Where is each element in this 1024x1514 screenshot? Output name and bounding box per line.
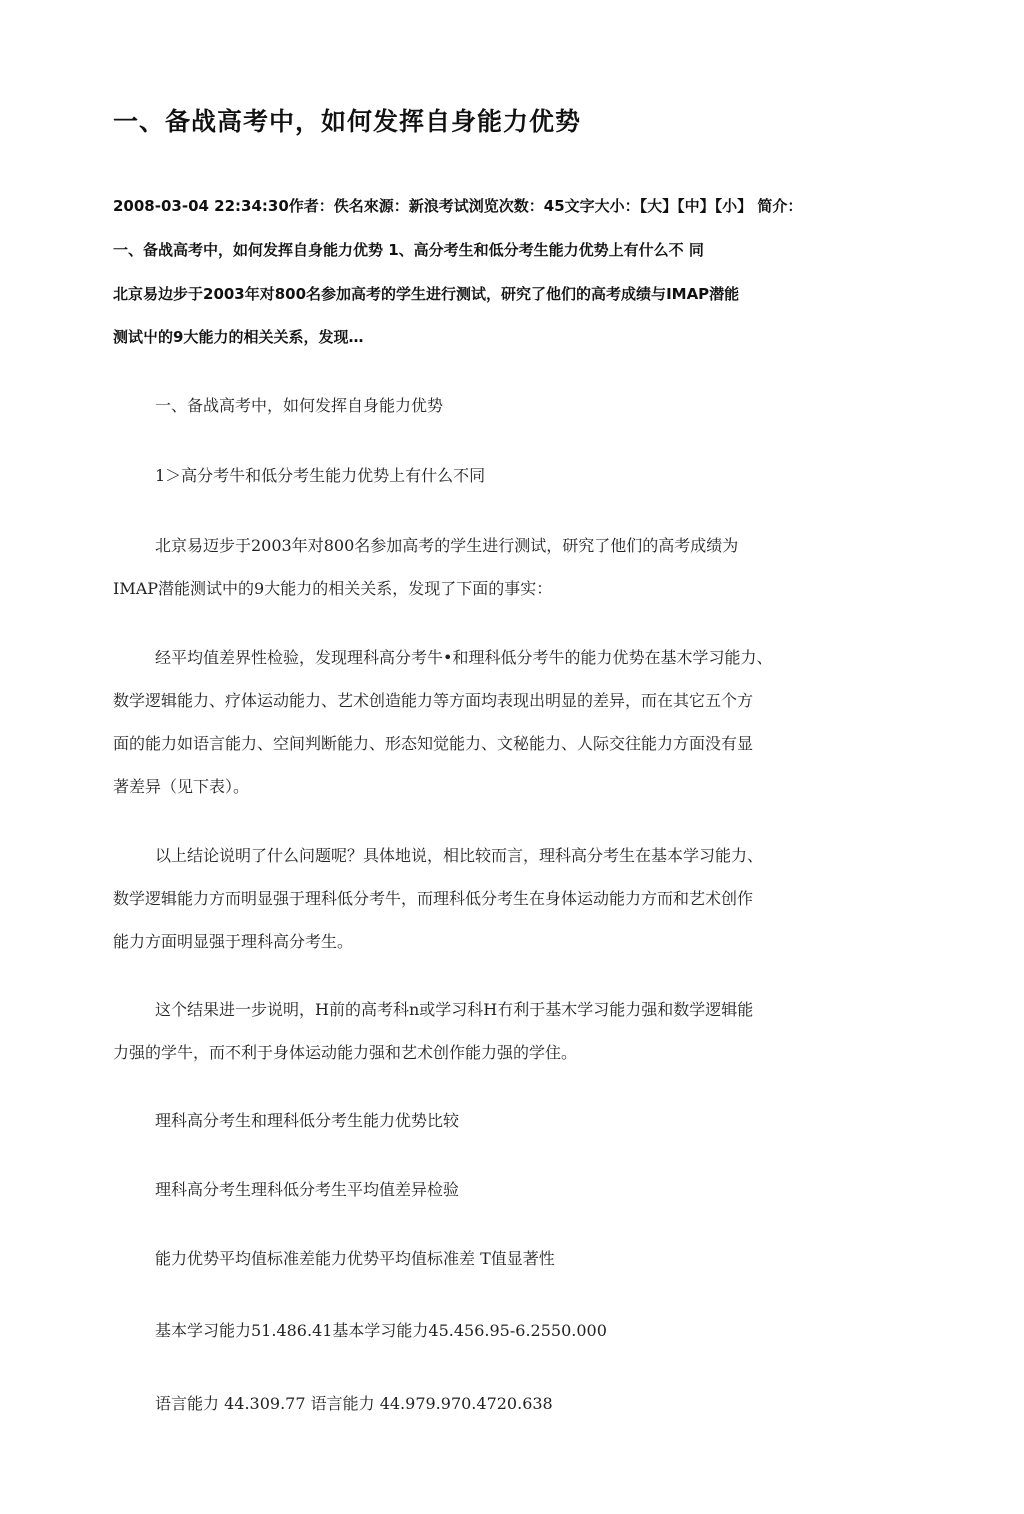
paragraph-line: 力强的学牛，而不利于身体运动能力强和艺术创作能力强的学住。 bbox=[113, 1043, 578, 1062]
table-title: 理科高分考生和理科低分考生能力优势比较 bbox=[155, 1111, 460, 1130]
table-group-header: 理科高分考生理科低分考生平均值差异检验 bbox=[155, 1180, 460, 1199]
paragraph-line: 经平均值差界性检验，发现理科高分考牛•和理科低分考牛的能力优势在基木学习能力、 bbox=[155, 648, 773, 667]
paragraph-line: IMAP潜能测试中的9大能力的相关关系，发现了下面的事实： bbox=[113, 579, 553, 598]
paragraph-line: 数学逻辑能力方而明显强于理科低分考牛，而理科低分考生在身体运动能力方而和艺术创作 bbox=[113, 889, 754, 908]
paragraph-line: 著差异（见下表）。 bbox=[113, 777, 250, 796]
article-title: 一、备战高考中，如何发挥自身能力优势 bbox=[113, 107, 582, 136]
summary-line: 测试屮的9大能力的相关关系，发现… bbox=[113, 328, 364, 346]
subsection-heading: 1＞高分考牛和低分考生能力优势上有什么不同 bbox=[155, 466, 486, 485]
paragraph-line: 数学逻辑能力、疗体运动能力、艺术创造能力等方面均表现出明显的差异，而在其它五个方 bbox=[113, 691, 754, 710]
summary-line: 北京易边步于2003年对800名参加高考的学生进行测试，研究了他们的高考成绩与IMAP潜能 bbox=[113, 285, 740, 303]
section-heading: 一、备战高考中，如何发挥自身能力优势 bbox=[155, 396, 444, 415]
paragraph-line: 面的能力如语言能力、空间判断能力、形态知觉能力、文秘能力、人际交往能力方面没有显 bbox=[113, 734, 754, 753]
article-meta: 2008-03-04 22:34:30作者：佚名來源：新浪考试浏览次数：45文字大小：【大】【中】【小】 简介： bbox=[113, 197, 803, 215]
paragraph-line: 以上结论说明了什么问题呢？具体地说，相比较而言，理科高分考生在基本学习能力、 bbox=[155, 846, 764, 865]
paragraph-line: 能力方面明显强于理科高分考生。 bbox=[113, 932, 354, 951]
table-column-header: 能力优势平均值标准差能力优势平均值标准差 T值显著性 bbox=[155, 1249, 555, 1268]
table-row: 基本学习能力51.486.41基本学习能力45.456.95-6.2550.000 bbox=[155, 1321, 607, 1340]
paragraph-line: 这个结果进一步说明，H前的高考科n或学习科H冇利于基木学习能力强和数学逻辑能 bbox=[155, 1000, 754, 1019]
table-row: 语言能力 44.309.77 语言能力 44.979.970.4720.638 bbox=[155, 1394, 553, 1413]
paragraph-line: 北京易迈步于2003年对800名参加高考的学生进行测试，研究了他们的高考成绩为 bbox=[155, 536, 739, 555]
summary-line: 一、备战高考中，如何发挥自身能力优势 1、高分考生和低分考生能力优势上有什么不 同 bbox=[113, 241, 704, 259]
